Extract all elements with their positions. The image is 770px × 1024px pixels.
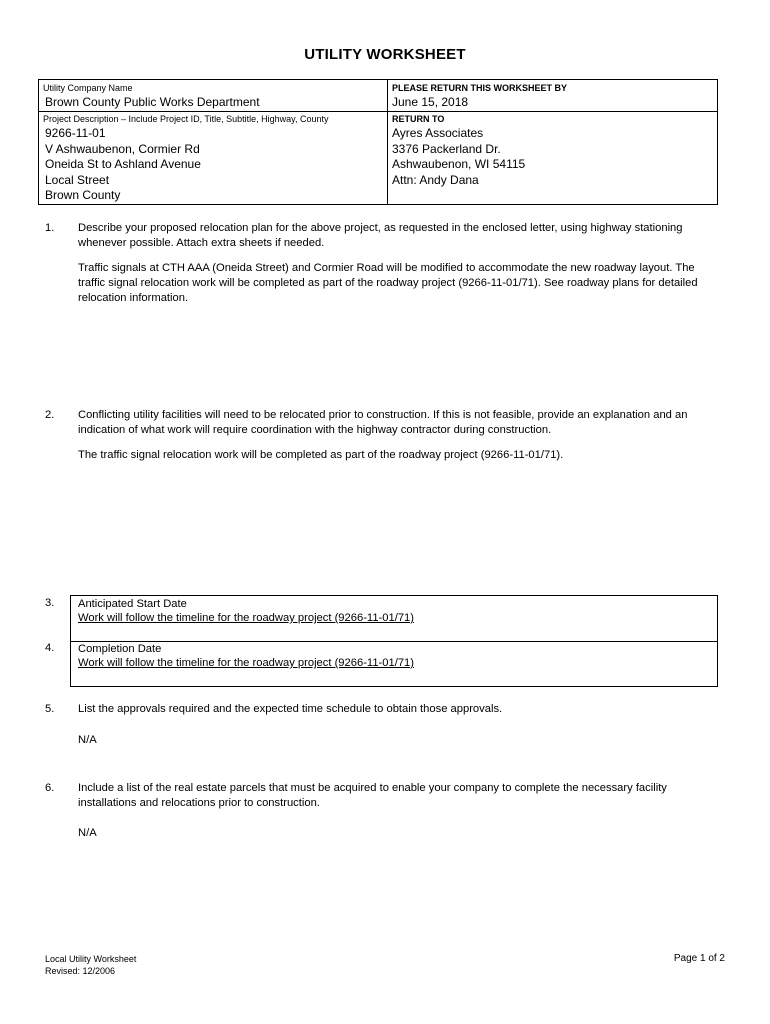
return-by-value: June 15, 2018 bbox=[392, 95, 469, 109]
footer-form-name: Local Utility Worksheet bbox=[45, 954, 137, 964]
question-prompt: Conflicting utility facilities will need to be relocated prior to construction. If this is not feasible, provide an explanation and an indication of what work will require coordination with the highway contractor during construction. bbox=[78, 409, 688, 436]
header-table bbox=[38, 79, 718, 205]
project-label: Project Description – Include Project ID, Title, Subtitle, Highway, County bbox=[43, 114, 329, 124]
completion-date-label: Completion Date bbox=[78, 643, 162, 655]
question-number: 3. bbox=[45, 597, 55, 609]
return-to-line: 3376 Packerland Dr. bbox=[392, 141, 501, 156]
project-line: Local Street bbox=[45, 172, 110, 187]
question-text bbox=[78, 221, 718, 306]
company-value: Brown County Public Works Department bbox=[45, 95, 260, 109]
question-text bbox=[78, 702, 718, 748]
question-prompt: List the approvals required and the expected time schedule to obtain those approvals. bbox=[78, 703, 503, 715]
completion-date-value: Work will follow the timeline for the roadway project (9266-11-01/71) bbox=[78, 657, 414, 669]
start-date-field bbox=[78, 597, 414, 625]
company-label: Utility Company Name bbox=[43, 83, 133, 93]
return-to-label: RETURN TO bbox=[392, 114, 445, 124]
return-by-label: PLEASE RETURN THIS WORKSHEET BY bbox=[392, 83, 568, 93]
question-text bbox=[78, 408, 718, 463]
question-number: 4. bbox=[45, 642, 55, 654]
question-answer: Traffic signals at CTH AAA (Oneida Street) and Cormier Road will be modified to accommodate the new roadway layout. The traffic signal relocation work will be completed as part of the roadway project (9266-11-01/71). See roadway plans for detailed relocation information. bbox=[78, 262, 698, 304]
document-title: UTILITY WORKSHEET bbox=[304, 46, 466, 63]
question-number: 5. bbox=[45, 703, 55, 715]
return-to-line: Ayres Associates bbox=[392, 126, 484, 140]
question-prompt: Describe your proposed relocation plan for the above project, as requested in the enclosed letter, using highway stationing whenever possible. Attach extra sheets if needed. bbox=[78, 222, 683, 249]
return-to-address bbox=[392, 126, 525, 188]
project-line: Brown County bbox=[45, 188, 121, 202]
return-to-line: Ashwaubenon, WI 54115 bbox=[392, 157, 526, 171]
footer-left bbox=[45, 953, 136, 977]
question-text bbox=[78, 781, 718, 841]
question-prompt: Include a list of the real estate parcels that must be acquired to enable your company to complete the necessary facility installations and relocations prior to construction. bbox=[78, 782, 667, 809]
project-line: 9266-11-01 bbox=[45, 126, 106, 140]
header-divider-vertical bbox=[387, 80, 388, 204]
start-date-value: Work will follow the timeline for the roadway project (9266-11-01/71) bbox=[78, 612, 414, 624]
project-line: V Ashwaubenon, Cormier Rd bbox=[45, 141, 200, 156]
project-line: Oneida St to Ashland Avenue bbox=[45, 157, 201, 171]
start-date-label: Anticipated Start Date bbox=[78, 598, 187, 610]
footer-revised: Revised: 12/2006 bbox=[45, 966, 116, 976]
question-number: 2. bbox=[45, 409, 55, 421]
completion-date-field bbox=[78, 642, 414, 670]
question-number: 1. bbox=[45, 222, 55, 234]
question-number: 6. bbox=[45, 782, 55, 794]
question-answer: The traffic signal relocation work will be completed as part of the roadway project (9266-11-01/71). bbox=[78, 449, 564, 461]
question-answer: N/A bbox=[78, 734, 97, 746]
header-divider-horizontal bbox=[39, 111, 717, 112]
project-description bbox=[45, 126, 201, 204]
question-answer: N/A bbox=[78, 827, 97, 839]
page-number: Page 1 of 2 bbox=[673, 953, 725, 964]
return-to-line: Attn: Andy Dana bbox=[392, 172, 479, 187]
